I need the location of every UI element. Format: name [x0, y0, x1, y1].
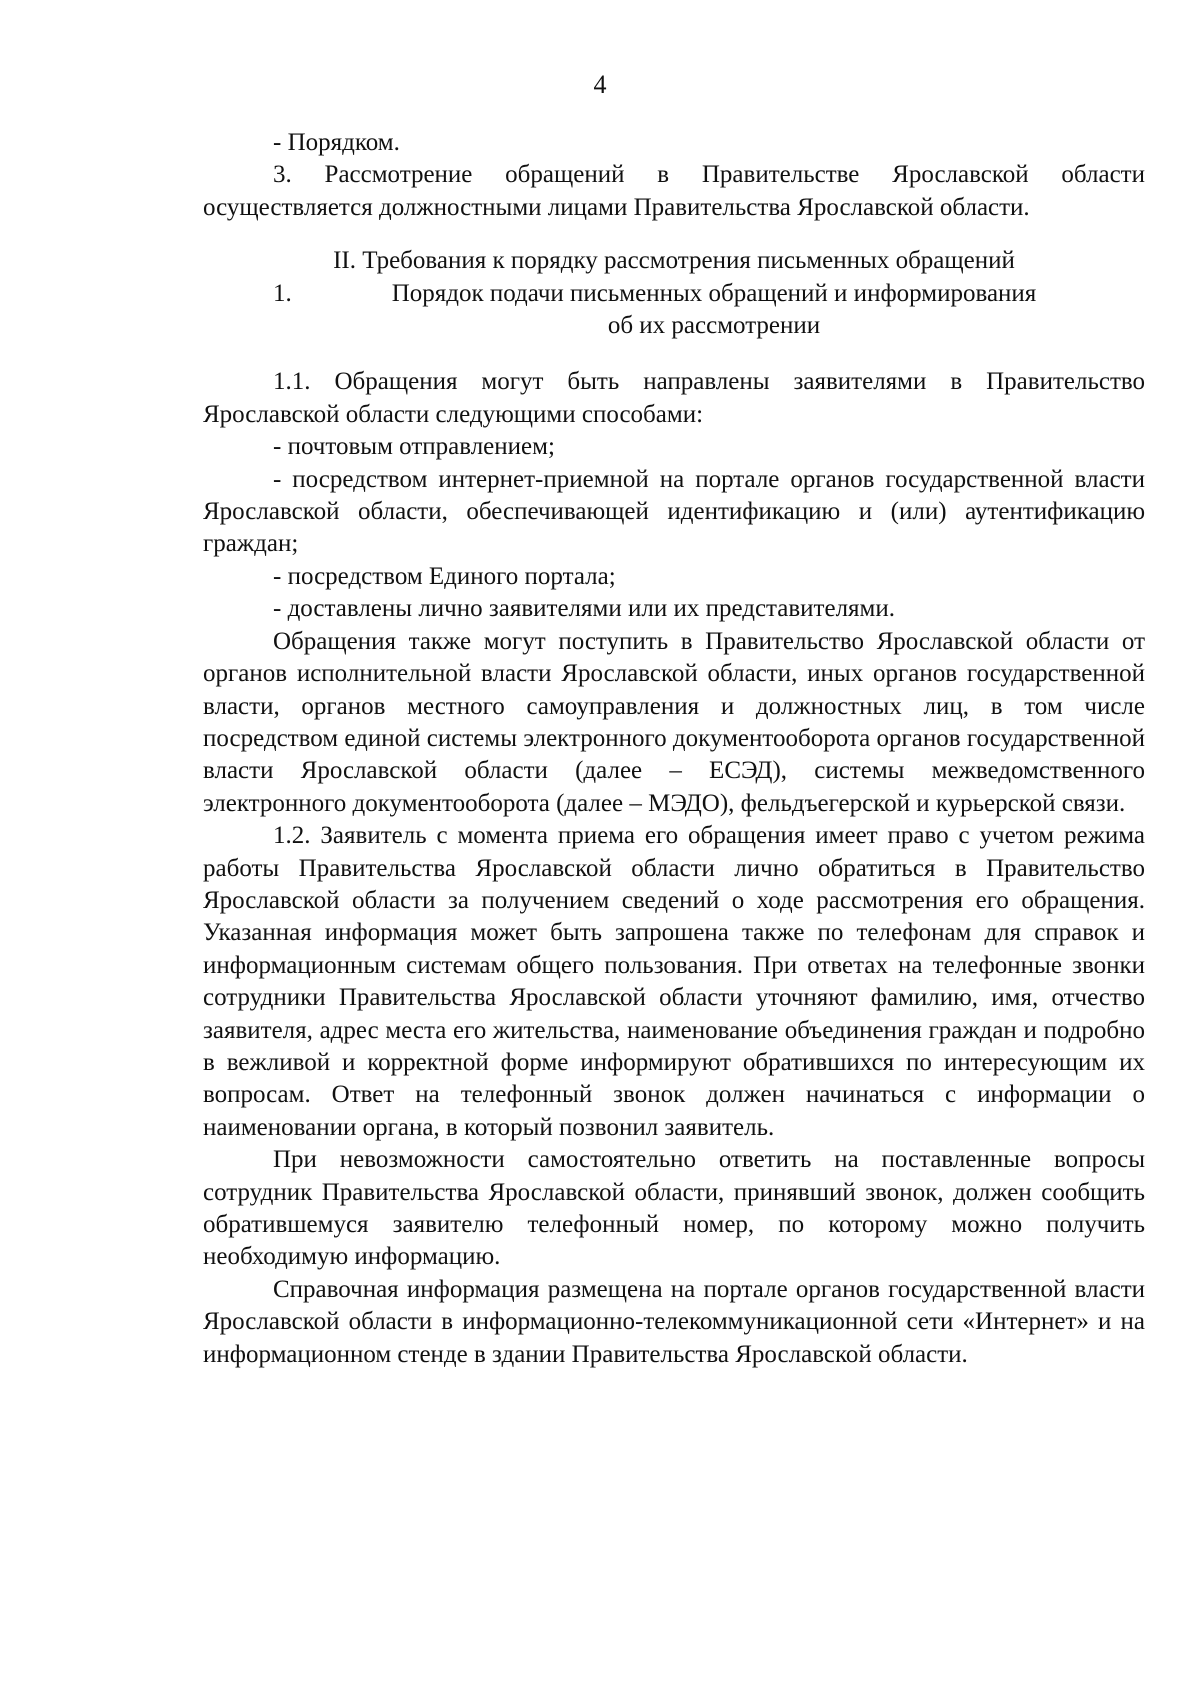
paragraph-1-2: 1.2. Заявитель с момента приема его обращения имеет право с учетом режима работы Правительства Ярославской области лично обратиться в Правительство Ярославской области за получением сведений о ходе рассмотрения его обращения. Указанная информация может быть запрошена также по телефонам для справок и информационным системам общего пользования. При ответах на телефонные звонки сотрудники Правительства Ярославской области уточняют фамилию, имя, отчество заявителя, адрес места его жительства, наименование объединения граждан и подробно в вежливой и корректной форме информируют обратившихся по интересующим их вопросам. Ответ на телефонный звонок должен начинаться с информации о наименовании органа, в который позвонил заявитель.	[203, 822, 1145, 1141]
subsection-number: 1.	[273, 279, 292, 307]
document-body	[203, 127, 1145, 1371]
paragraph-also-received: Обращения также могут поступить в Правительство Ярославской области от органов исполнительной власти Ярославской области, иных органов государственной власти, органов местного самоуправления и должностных лиц, в том числе посредством единой системы электронного документооборота органов государственной власти Ярославской области (далее – ЕСЭД), системы межведомственного электронного документооборота (далее – МЭДО), фельдъегерской и курьерской связи.	[203, 627, 1145, 817]
list-item-internet: - посредством интернет-приемной на портале органов государственной власти Ярославской области, обеспечивающей идентификацию и (или) аутентификацию граждан;	[203, 465, 1145, 558]
paragraph-impossible: При невозможности самостоятельно ответить на поставленные вопросы сотрудник Правительства Ярославской области, принявший звонок, должен сообщить обратившемуся заявителю телефонный номер, по которому можно получить необходимую информацию.	[203, 1146, 1145, 1271]
subsection-heading	[203, 278, 1145, 343]
list-item-post: - почтовым отправлением;	[273, 433, 555, 461]
list-item-portal: - посредством Единого портала;	[273, 562, 616, 590]
paragraph-3: 3. Рассмотрение обращений в Правительстве Ярославской области осуществляется должностными лицами Правительства Ярославской области.	[203, 161, 1145, 221]
intro-line: - Порядком.	[273, 129, 400, 156]
paragraph-reference: Справочная информация размещена на портале органов государственной власти Ярославской области в информационно-телекоммуникационной сети «Интернет» и на информационном стенде в здании Правительства Ярославской области.	[203, 1275, 1145, 1368]
subsection-title-line2: об их рассмотрении	[607, 312, 821, 340]
paragraph-1-1: 1.1. Обращения могут быть направлены заявителями в Правительство Ярославской области следующими способами:	[203, 368, 1145, 428]
section-heading: II. Требования к порядку рассмотрения письменных обращений	[333, 247, 1015, 275]
subsection-title-line1: Порядок подачи письменных обращений и информирования	[391, 279, 1037, 307]
page-number: 4	[593, 70, 607, 99]
list-item-delivered: - доставлены лично заявителями или их представителями.	[273, 595, 895, 623]
